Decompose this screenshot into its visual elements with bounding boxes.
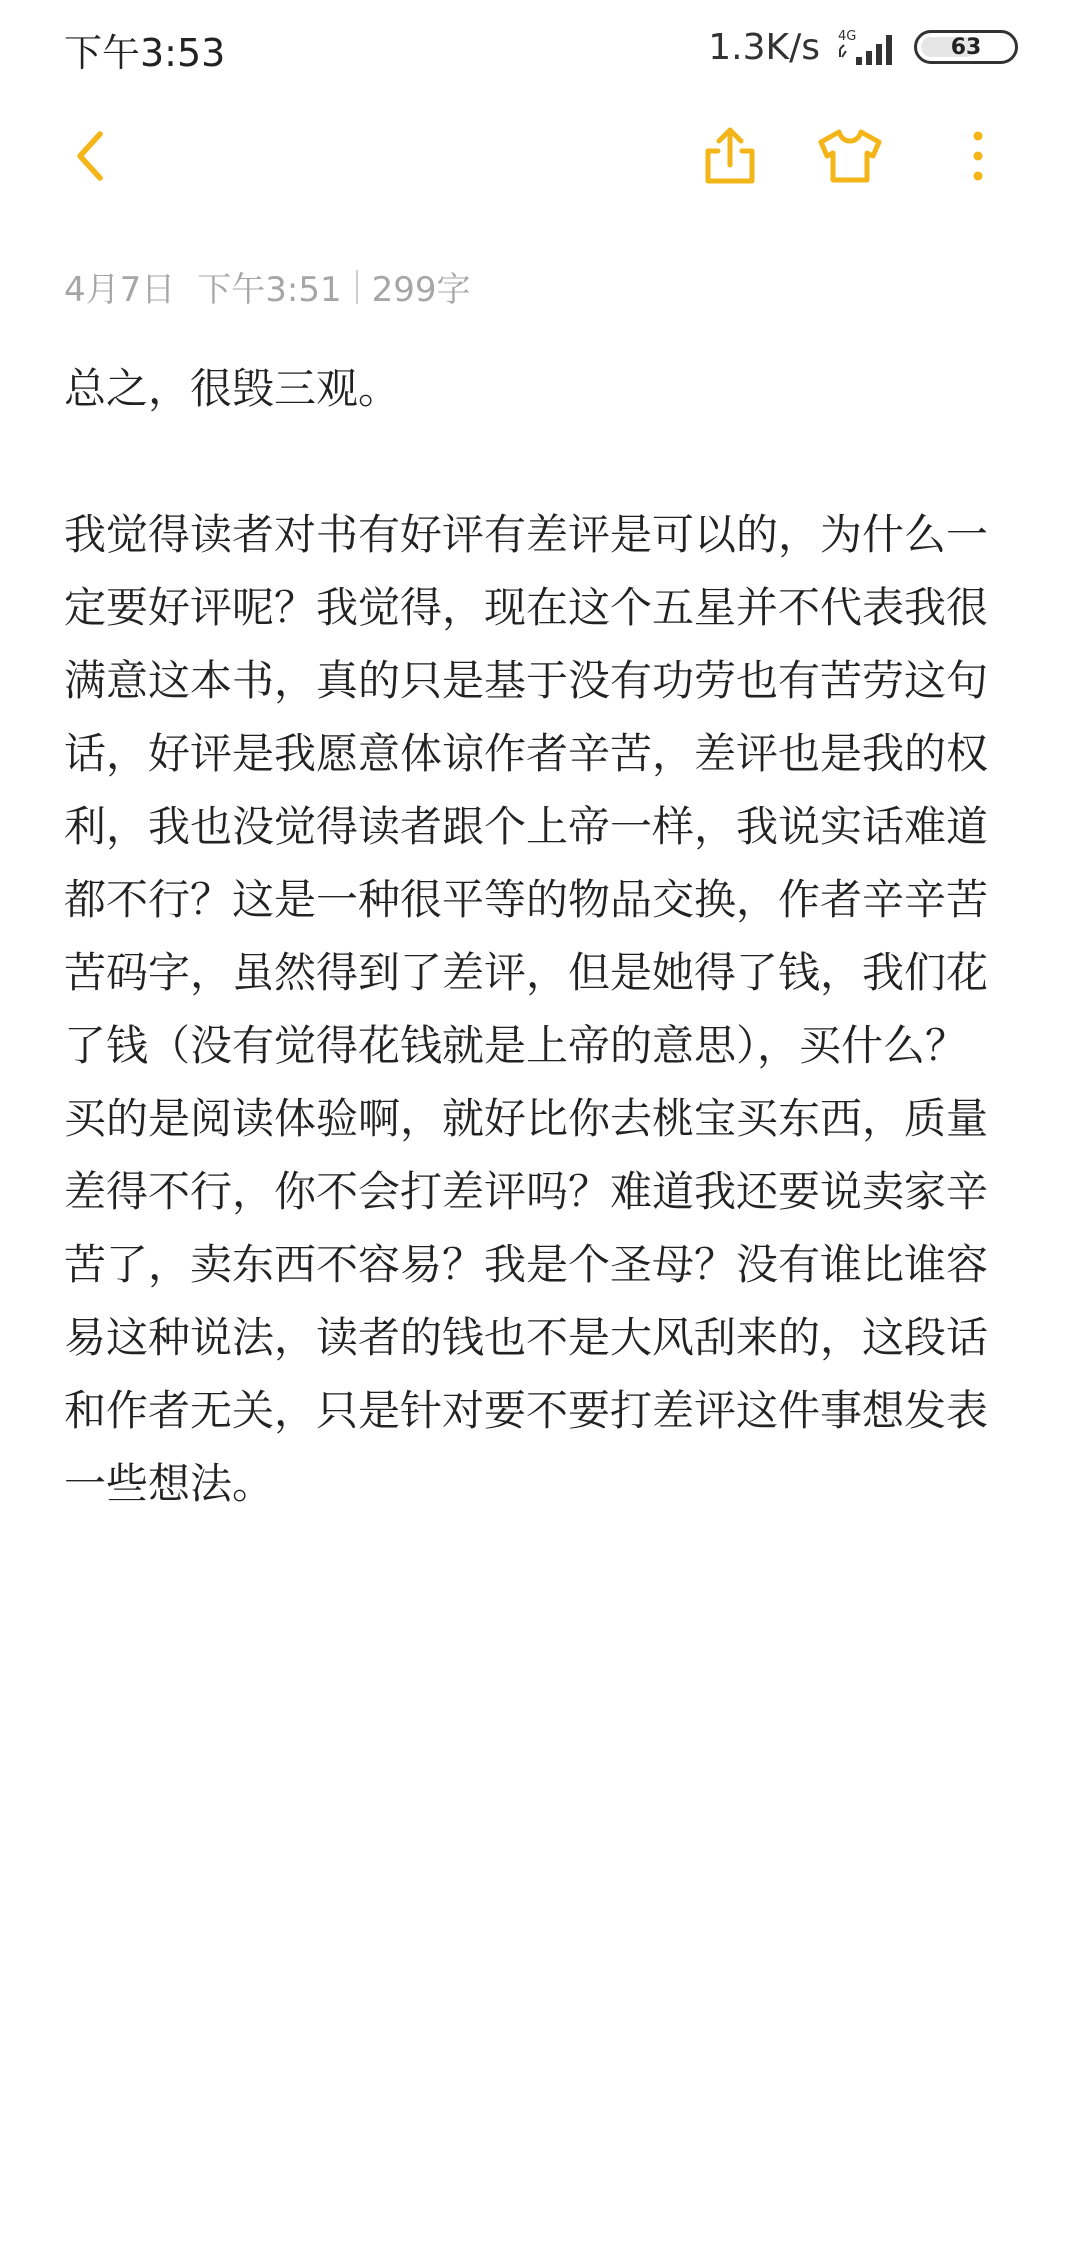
signal-icon bbox=[836, 27, 898, 67]
status-indicators bbox=[708, 22, 1018, 72]
more-options-button[interactable] bbox=[938, 116, 1018, 196]
meta-divider bbox=[356, 270, 358, 304]
note-toolbar bbox=[0, 100, 1080, 200]
network-type-label: 4G bbox=[838, 29, 857, 44]
note-meta bbox=[64, 262, 471, 311]
word-count: 299字 bbox=[371, 270, 471, 310]
share-icon bbox=[700, 125, 760, 187]
note-time: 下午3:51 bbox=[197, 270, 342, 310]
battery-level: 63 bbox=[950, 34, 982, 60]
share-button[interactable] bbox=[690, 116, 770, 196]
blank-line bbox=[64, 425, 1004, 498]
status-time: 下午3:53 bbox=[64, 31, 226, 75]
back-button[interactable] bbox=[50, 116, 130, 196]
chevron-left-icon bbox=[68, 126, 112, 186]
tshirt-icon bbox=[815, 126, 885, 186]
note-paragraph: 总之，很毁三观。 bbox=[64, 364, 401, 413]
note-date: 4月7日 bbox=[64, 270, 176, 310]
battery-icon bbox=[914, 30, 1018, 64]
note-body[interactable] bbox=[64, 352, 1004, 1520]
more-vertical-icon bbox=[968, 126, 988, 186]
theme-button[interactable] bbox=[810, 116, 890, 196]
status-bar bbox=[0, 0, 1080, 100]
note-paragraph: 我觉得读者对书有好评有差评是可以的，为什么一定要好评呢？我觉得，现在这个五星并不代表我很满意这本书，真的只是基于没有功劳也有苦劳这句话，好评是我愿意体谅作者辛苦，差评也是我的权利，我也没觉得读者跟个上帝一样，我说实话难道都不行？这是一种很平等的物品交换，作者辛辛苦苦码字，虽然得到了差评，但是她得了钱，我们花了钱（没有觉得花钱就是上帝的意思），买什么？买的是阅读体验啊，就好比你去桃宝买东西，质量差得不行，你不会打差评吗？难道我还要说卖家辛苦了，卖东西不容易？我是个圣母？没有谁比谁容易这种说法，读者的钱也不是大风刮来的，这段话和作者无关，只是针对要不要打差评这件事想发表一些想法。 bbox=[64, 510, 989, 1508]
network-speed: 1.3K/s bbox=[708, 26, 820, 68]
